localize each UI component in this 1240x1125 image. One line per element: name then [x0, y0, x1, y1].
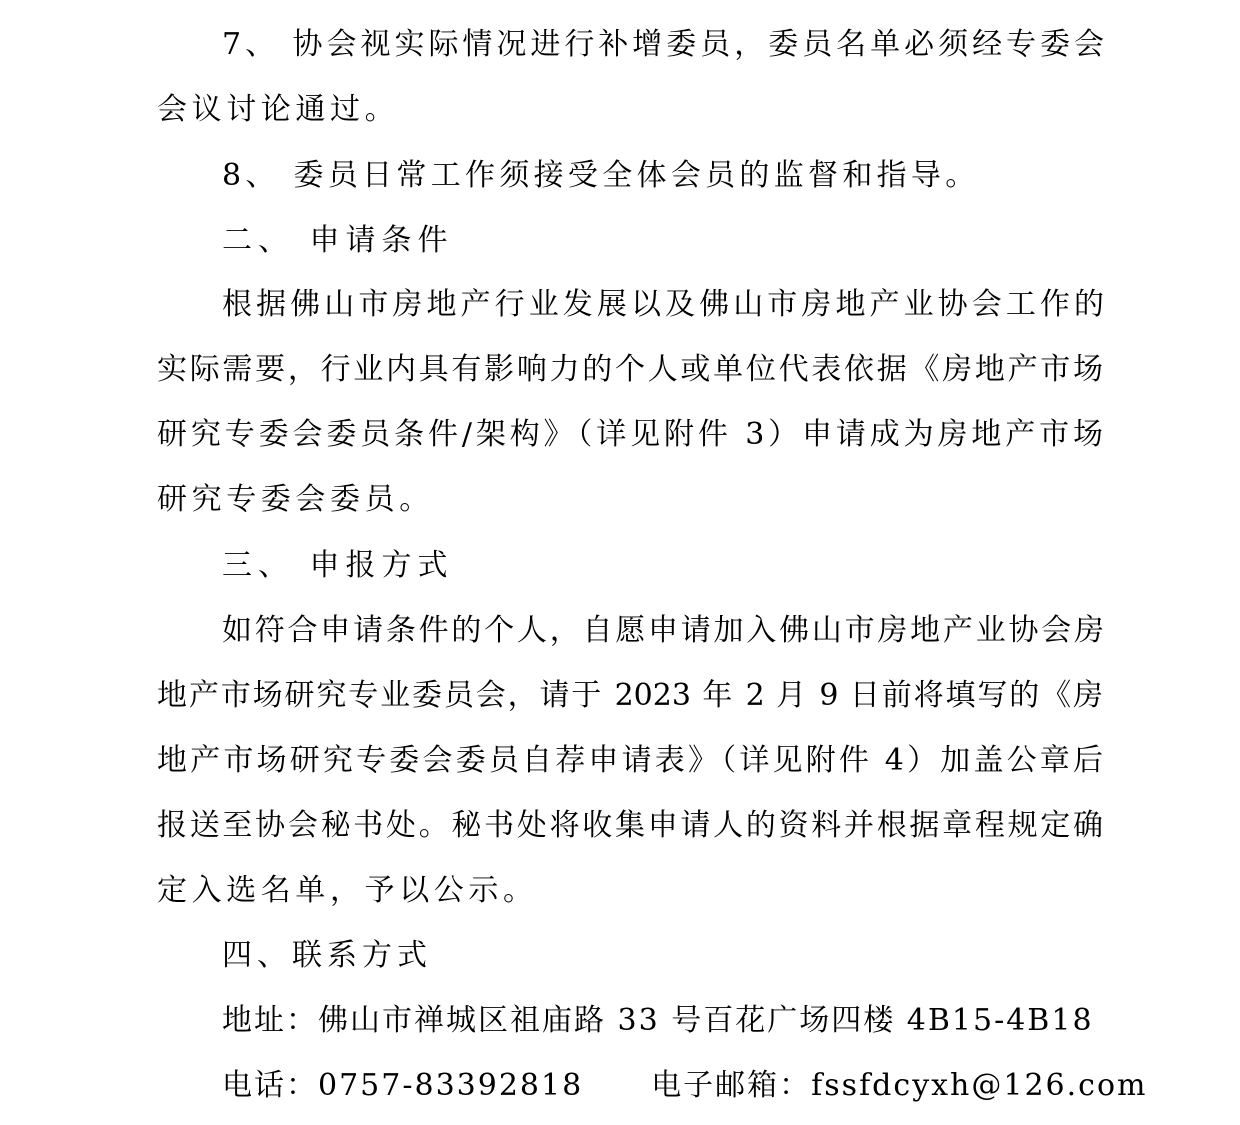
- contact-email: 电子邮箱：fssfdcyxh@126.com: [651, 1068, 1148, 1103]
- section-3-heading: 三、 申报方式: [222, 548, 454, 583]
- item-8: 8、 委员日常工作须接受全体会员的监督和指导。: [222, 158, 980, 193]
- section-4-heading: 四、联系方式: [222, 938, 432, 973]
- section-3-paragraph-line-3: 地产市场研究专委会委员自荐申请表》（详见附件 4）加盖公章后: [157, 743, 1103, 778]
- section-2-paragraph-line-3: 研究专委会委员条件/架构》（详见附件 3）申请成为房地产市场: [157, 417, 1103, 452]
- section-3-paragraph-line-1: 如符合申请条件的个人，自愿申请加入佛山市房地产业协会房: [222, 613, 1104, 648]
- item-7-line-1: 7、 协会视实际情况进行补增委员，委员名单必须经专委会: [222, 27, 1104, 62]
- section-2-paragraph-line-1: 根据佛山市房地产行业发展以及佛山市房地产业协会工作的: [222, 287, 1104, 322]
- section-2-heading: 二、 申请条件: [222, 223, 454, 258]
- section-2-paragraph-line-4: 研究专委会委员。: [157, 482, 434, 517]
- section-3-paragraph-line-4: 报送至协会秘书处。秘书处将收集申请人的资料并根据章程规定确: [157, 808, 1103, 843]
- item-7-line-2: 会议讨论通过。: [157, 92, 400, 127]
- contact-phone: 电话：0757-83392818: [222, 1068, 584, 1103]
- contact-phone-email-row: [222, 1066, 1148, 1106]
- section-3-paragraph-line-5: 定入选名单，予以公示。: [157, 873, 538, 908]
- section-3-paragraph-line-2: 地产市场研究专业委员会，请于 2023 年 2 月 9 日前将填写的《房: [157, 678, 1103, 713]
- contact-address: 地址：佛山市禅城区祖庙路 33 号百花广场四楼 4B15-4B18: [222, 1003, 1094, 1038]
- section-2-paragraph-line-2: 实际需要，行业内具有影响力的个人或单位代表依据《房地产市场: [157, 352, 1103, 387]
